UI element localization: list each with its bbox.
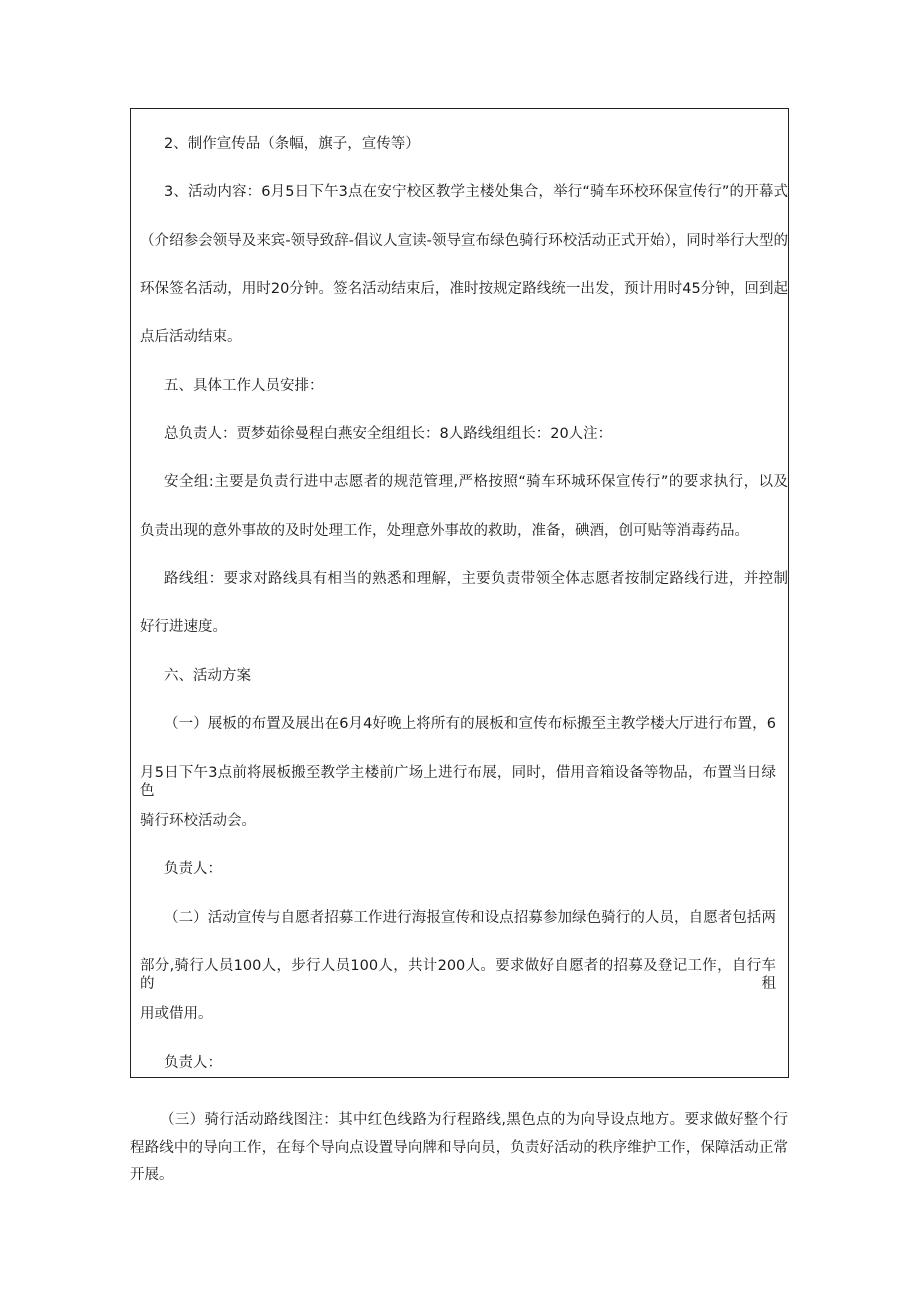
plan-2-line-1: （二）活动宣传与自愿者招募工作进行海报宣传和设点招募参加绿色骑行的人员，自愿者包括两 [164, 910, 776, 926]
plan-2-responsible: 负责人： [164, 1055, 222, 1071]
safety-group-line-1: 安全组:主要是负责行进中志愿者的规范管理,严格按照“骑车环城环保宣传行”的要求执行，以及 [164, 474, 788, 490]
plan-3-line-2: 程路线中的导向工作，在每个导向点设置导向牌和导向员，负责好活动的秩序维护工作，保障活动正常 [130, 1140, 788, 1156]
plan-2-line-3: 用或借用。 [140, 1006, 213, 1022]
plan-3-line-1: （三）骑行活动路线图注：其中红色线路为行程路线,黑色点的为向导设点地方。要求做好整个行 [160, 1112, 788, 1128]
item-2-line: 2、制作宣传品（条幅，旗子，宣传等） [164, 136, 420, 152]
plan-1-responsible: 负责人： [164, 861, 222, 877]
item-3-line-4: 点后活动结束。 [140, 329, 242, 345]
plan-2-line-2: 部分,骑行人员100人，步行人员100人，共计200人。要求做好自愿者的招募及登记工作，自行车的租 [140, 958, 776, 992]
item-3-line-1: 3、活动内容：6月5日下午3点在安宁校区教学主楼处集合，举行“骑车环校环保宣传行”的开幕式 [164, 184, 788, 200]
section-5-heading: 五、具体工作人员安排： [164, 378, 324, 394]
route-group-line-1: 路线组：要求对路线具有相当的熟悉和理解，主要负责带领全体志愿者按制定路线行进，并控制 [164, 571, 788, 587]
plan-1-line-3: 骑行环校活动会。 [140, 813, 256, 829]
plan-1-line-1: （一）展板的布置及展出在6月4好晚上将所有的展板和宣传布标搬至主教学楼大厅进行布置，6 [164, 716, 776, 732]
item-3-line-2: （介绍参会领导及来宾-领导致辞-倡议人宣读-领导宣布绿色骑行环校活动正式开始），同时举行大型的 [140, 233, 788, 249]
content-frame [130, 108, 789, 1078]
staff-leaders-line: 总负责人：贾梦茹徐曼程白燕安全组组长：8人路线组组长：20人注： [164, 426, 613, 442]
plan-3-line-3: 开展。 [130, 1167, 174, 1183]
section-6-heading: 六、活动方案 [164, 668, 251, 684]
route-group-line-2: 好行进速度。 [140, 619, 227, 635]
plan-1-line-2: 月5日下午3点前将展板搬至教学主楼前广场上进行布展，同时，借用音箱设备等物品，布置当日绿色 [140, 765, 776, 799]
safety-group-line-2: 负责出现的意外事故的及时处理工作，处理意外事故的救助，准备，碘酒，创可贴等消毒药品。 [140, 523, 749, 539]
item-3-line-3: 环保签名活动，用时20分钟。签名活动结束后，准时按规定路线统一出发，预计用时45分钟，回到起 [140, 281, 788, 297]
